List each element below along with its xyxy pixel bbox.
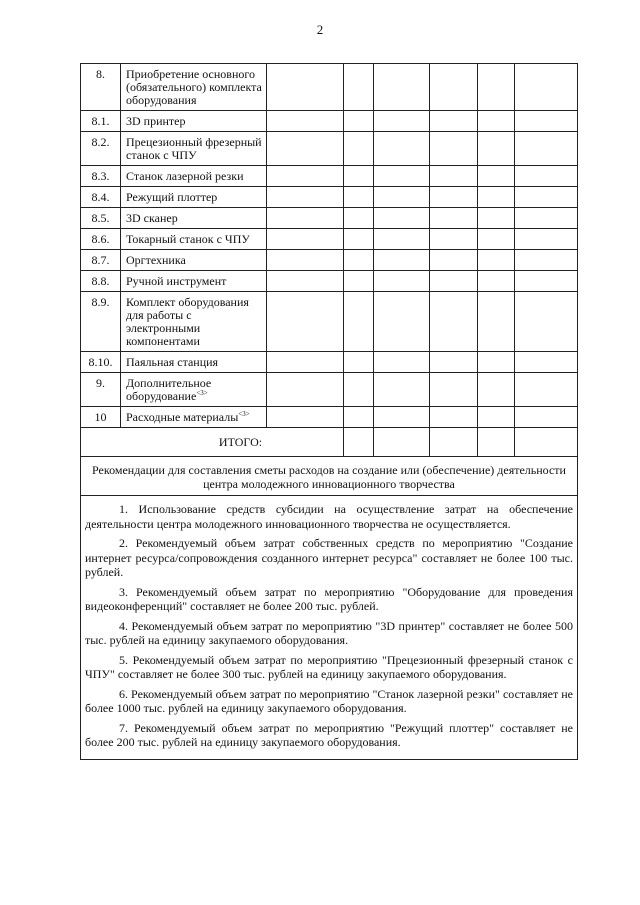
row-name-cell xyxy=(121,271,267,292)
table-row xyxy=(81,132,578,166)
empty-cell xyxy=(344,64,374,111)
row-number: 9. xyxy=(81,373,121,407)
empty-cell xyxy=(430,271,478,292)
page-number: 2 xyxy=(316,22,324,37)
empty-cell xyxy=(374,166,430,187)
empty-cell xyxy=(515,187,578,208)
empty-cell xyxy=(267,187,344,208)
empty-cell xyxy=(374,352,430,373)
empty-cell xyxy=(478,292,515,352)
footnote-mark: <3> xyxy=(196,389,208,397)
empty-cell xyxy=(430,250,478,271)
empty-cell xyxy=(430,352,478,373)
empty-cell xyxy=(515,271,578,292)
row-name: Оргтехника xyxy=(126,253,186,267)
empty-cell xyxy=(344,229,374,250)
budget-table xyxy=(80,63,578,760)
empty-cell xyxy=(344,292,374,352)
empty-cell xyxy=(515,64,578,111)
empty-cell xyxy=(374,373,430,407)
empty-cell xyxy=(267,132,344,166)
recommendation-item: 4. Рекомендуемый объем затрат по мероприятию "3D принтер" составляет не более 500 тыс. рублей на единицу закупаемого оборудования. xyxy=(85,618,573,647)
empty-cell xyxy=(515,166,578,187)
empty-cell xyxy=(344,111,374,132)
total-row xyxy=(81,428,578,457)
table-row xyxy=(81,229,578,250)
empty-cell xyxy=(515,250,578,271)
empty-cell xyxy=(478,407,515,428)
empty-cell xyxy=(267,111,344,132)
recommendation-item: 6. Рекомендуемый объем затрат по мероприятию "Станок лазерной резки" составляет не более 1000 тыс. рублей на единицу закупаемого оборудования. xyxy=(85,686,573,715)
empty-cell xyxy=(430,132,478,166)
row-name-cell xyxy=(121,166,267,187)
empty-cell xyxy=(344,250,374,271)
table-row xyxy=(81,292,578,352)
recommendation-item: 3. Рекомендуемый объем затрат по мероприятию "Оборудование для проведения видеоконференций" составляет не более 200 тыс. рублей. xyxy=(85,584,573,613)
empty-cell xyxy=(374,111,430,132)
empty-cell xyxy=(515,352,578,373)
empty-cell xyxy=(515,292,578,352)
recommendations-title: Рекомендации для составления сметы расходов на создание или (обеспечение) деятельности центра молодежного инновационного творчества xyxy=(81,457,578,496)
recommendation-item: 7. Рекомендуемый объем затрат по мероприятию "Режущий плоттер" составляет не более 200 тыс. рублей на единицу закупаемого оборудования. xyxy=(85,720,573,749)
row-number: 8.9. xyxy=(81,292,121,352)
empty-cell xyxy=(430,111,478,132)
row-number: 8.5. xyxy=(81,208,121,229)
row-name: Режущий плоттер xyxy=(126,190,218,204)
recommendation-item: 5. Рекомендуемый объем затрат по мероприятию "Прецезионный фрезерный станок с ЧПУ" составляет не более 300 тыс. рублей на единицу закупаемого оборудования. xyxy=(85,652,573,681)
empty-cell xyxy=(267,166,344,187)
empty-cell xyxy=(344,407,374,428)
empty-cell xyxy=(515,229,578,250)
empty-cell xyxy=(515,208,578,229)
empty-cell xyxy=(515,373,578,407)
empty-cell xyxy=(374,292,430,352)
empty-cell xyxy=(267,271,344,292)
row-number: 8. xyxy=(81,64,121,111)
recommendations-body xyxy=(81,496,578,760)
empty-cell xyxy=(430,187,478,208)
empty-cell xyxy=(374,64,430,111)
row-name: Приобретение основного (обязательного) комплекта оборудования xyxy=(126,67,262,107)
row-number: 8.4. xyxy=(81,187,121,208)
row-number: 8.3. xyxy=(81,166,121,187)
table-row xyxy=(81,64,578,111)
empty-cell xyxy=(374,229,430,250)
empty-cell xyxy=(374,250,430,271)
empty-cell xyxy=(430,373,478,407)
empty-cell xyxy=(515,132,578,166)
empty-cell xyxy=(344,271,374,292)
empty-cell xyxy=(374,208,430,229)
table-row xyxy=(81,166,578,187)
table-row xyxy=(81,352,578,373)
empty-cell xyxy=(430,407,478,428)
table-row xyxy=(81,407,578,428)
row-name-cell xyxy=(121,111,267,132)
footnote-mark: <3> xyxy=(238,410,250,418)
row-name-cell xyxy=(121,373,267,407)
empty-cell xyxy=(267,352,344,373)
row-name-cell xyxy=(121,187,267,208)
row-name: Дополнительное оборудование xyxy=(126,376,212,403)
row-number: 8.2. xyxy=(81,132,121,166)
row-number: 8.7. xyxy=(81,250,121,271)
empty-cell xyxy=(478,208,515,229)
empty-cell xyxy=(478,64,515,111)
empty-cell xyxy=(374,271,430,292)
table-row xyxy=(81,250,578,271)
empty-cell xyxy=(515,111,578,132)
empty-cell xyxy=(430,229,478,250)
empty-cell xyxy=(478,132,515,166)
empty-cell xyxy=(478,373,515,407)
row-name: Токарный станок с ЧПУ xyxy=(126,232,250,246)
row-number: 8.10. xyxy=(81,352,121,373)
empty-cell xyxy=(267,64,344,111)
row-name-cell xyxy=(121,352,267,373)
recommendations-title-row xyxy=(81,457,578,496)
empty-cell xyxy=(344,132,374,166)
empty-cell xyxy=(430,292,478,352)
row-number: 8.6. xyxy=(81,229,121,250)
row-name: Расходные материалы xyxy=(126,410,239,424)
empty-cell xyxy=(374,132,430,166)
table-row xyxy=(81,187,578,208)
empty-cell xyxy=(430,166,478,187)
total-label: ИТОГО: xyxy=(81,428,344,457)
empty-cell xyxy=(267,250,344,271)
table-row xyxy=(81,373,578,407)
row-name: Ручной инструмент xyxy=(126,274,227,288)
empty-cell xyxy=(267,407,344,428)
row-name-cell xyxy=(121,250,267,271)
empty-cell xyxy=(478,111,515,132)
recommendations-body-row xyxy=(81,496,578,760)
empty-cell xyxy=(267,292,344,352)
row-name: 3D сканер xyxy=(126,211,178,225)
empty-cell xyxy=(374,187,430,208)
empty-cell xyxy=(478,250,515,271)
row-name-cell xyxy=(121,64,267,111)
row-name: Паяльная станция xyxy=(126,355,219,369)
row-number: 8.1. xyxy=(81,111,121,132)
empty-cell xyxy=(515,407,578,428)
row-name-cell xyxy=(121,208,267,229)
empty-cell xyxy=(267,373,344,407)
empty-cell xyxy=(478,271,515,292)
recommendation-item: 2. Рекомендуемый объем затрат собственных средств по мероприятию "Создание интернет ресурса/сопровождения созданного интернет ресурса" составляет не более 100 тыс. рублей. xyxy=(85,536,573,579)
empty-cell xyxy=(344,187,374,208)
row-name: Комплект оборудования для работы с электронными компонентами xyxy=(126,295,249,348)
row-name-cell xyxy=(121,292,267,352)
empty-cell xyxy=(430,208,478,229)
row-name: 3D принтер xyxy=(126,114,186,128)
empty-cell xyxy=(478,229,515,250)
empty-cell xyxy=(344,352,374,373)
row-name-cell xyxy=(121,132,267,166)
empty-cell xyxy=(478,352,515,373)
empty-cell xyxy=(267,208,344,229)
table-row xyxy=(81,208,578,229)
row-name: Прецезионный фрезерный станок с ЧПУ xyxy=(126,135,262,162)
row-number: 8.8. xyxy=(81,271,121,292)
empty-cell xyxy=(478,187,515,208)
empty-cell xyxy=(344,373,374,407)
empty-cell xyxy=(344,208,374,229)
row-name-cell xyxy=(121,407,267,428)
empty-cell xyxy=(374,407,430,428)
row-name: Станок лазерной резки xyxy=(126,169,244,183)
empty-cell xyxy=(430,64,478,111)
table-row xyxy=(81,271,578,292)
recommendation-item: 1. Использование средств субсидии на осуществление затрат на обеспечение деятельности центра молодежного инновационного творчества не осуществляется. xyxy=(85,502,573,531)
empty-cell xyxy=(344,166,374,187)
table-row xyxy=(81,111,578,132)
row-name-cell xyxy=(121,229,267,250)
empty-cell xyxy=(478,166,515,187)
empty-cell xyxy=(267,229,344,250)
row-number: 10 xyxy=(81,407,121,428)
